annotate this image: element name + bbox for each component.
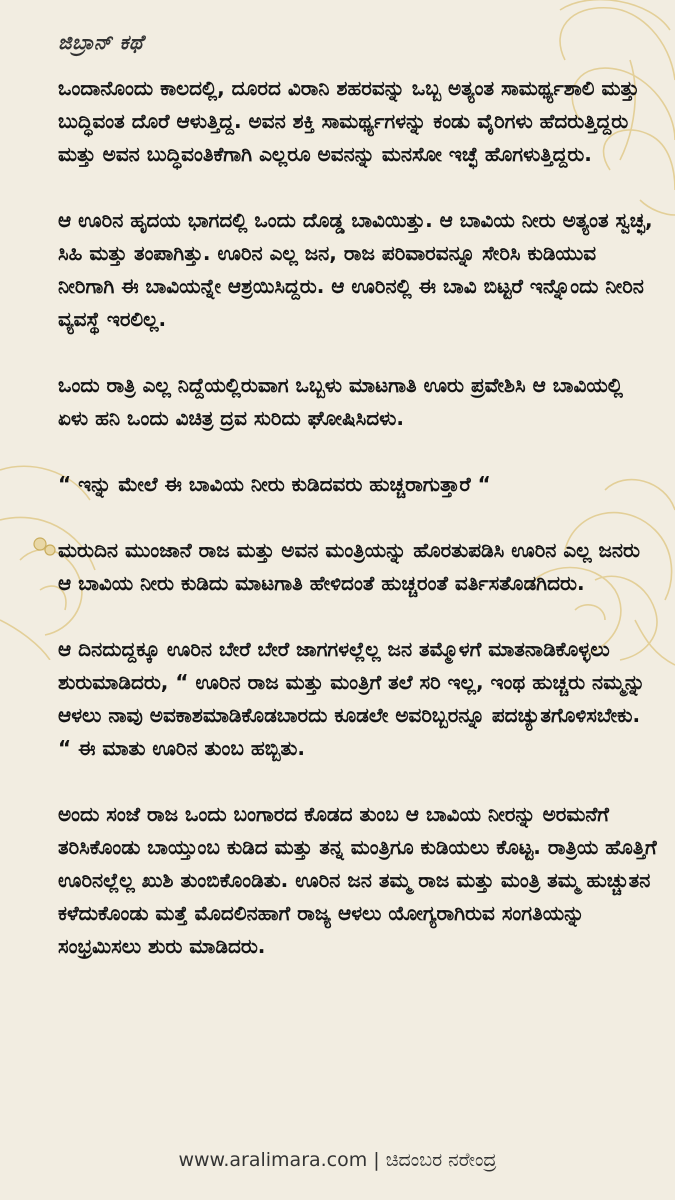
story-paragraph-1: ಒಂದಾನೊಂದು ಕಾಲದಲ್ಲಿ, ದೂರದ ವಿರಾನಿ ಶಹರವನ್ನು ಒಬ್ಬ ಅತ್ಯಂತ ಸಾಮರ್ಥ್ಯಶಾಲಿ ಮತ್ತು ಬುದ್ಧಿವಂತ ದೊರೆ ಆಳುತ್ತಿದ್ದ. ಅವನ ಶಕ್ತಿ ಸಾಮರ್ಥ್ಯಗಳನ್ನು ಕಂಡು ವೈರಿಗಳು ಹೆದರುತ್ತಿದ್ದರು ಮತ್ತು ಅವನ ಬುದ್ಧಿವಂತಿಕೆಗಾಗಿ ಎಲ್ಲರೂ ಅವನನ್ನು ಮನಸೋ ಇಚ್ಛೆ ಹೊಗಳುತ್ತಿದ್ದರು. [58, 76, 640, 166]
story-paragraph-2: ಆ ಊರಿನ ಹೃದಯ ಭಾಗದಲ್ಲಿ ಒಂದು ದೊಡ್ಡ ಬಾವಿಯಿತ್ತು. ಆ ಬಾವಿಯ ನೀರು ಅತ್ಯಂತ ಸ್ವಚ್ಛ, ಸಿಹಿ ಮತ್ತು ತಂಪಾಗಿತ್ತು. ಊರಿನ ಎಲ್ಲ ಜನ, ರಾಜ ಪರಿವಾರವನ್ನೂ ಸೇರಿಸಿ ಕುಡಿಯುವ ನೀರಿಗಾಗಿ ಈ ಬಾವಿಯನ್ನೇ ಆಶ್ರಯಿಸಿದ್ದರು. ಆ ಊರಿನಲ್ಲಿ ಈ ಬಾವಿ ಬಿಟ್ಟರೆ ಇನ್ನೊಂದು ನೀರಿನ ವ್ಯವಸ್ಥೆ ಇರಲಿಲ್ಲ. [58, 208, 653, 331]
story-paragraph-7: ಅಂದು ಸಂಜೆ ರಾಜ ಒಂದು ಬಂಗಾರದ ಕೊಡದ ತುಂಬ ಆ ಬಾವಿಯ ನೀರನ್ನು ಅರಮನೆಗೆ ತರಿಸಿಕೊಂಡು ಬಾಯ್ತುಂಬ ಕುಡಿದ ಮತ್ತು ತನ್ನ ಮಂತ್ರಿಗೂ ಕುಡಿಯಲು ಕೊಟ್ಟ. ರಾತ್ರಿಯ ಹೊತ್ತಿಗೆ ಊರಿನಲ್ಲೆಲ್ಲ ಖುಶಿ ತುಂಬಿಕೊಂಡಿತು. ಊರಿನ ಜನ ತಮ್ಮ ರಾಜ ಮತ್ತು ಮಂತ್ರಿ ತಮ್ಮ ಹುಚ್ಚುತನ ಕಳೆದುಕೊಂಡು ಮತ್ತೆ ಮೊದಲಿನಹಾಗೆ ರಾಜ್ಯ ಆಳಲು ಯೋಗ್ಯರಾಗಿರುವ ಸಂಗತಿಯನ್ನು ಸಂಭ್ರಮಿಸಲು ಶುರು ಮಾಡಿದರು. [58, 802, 657, 958]
story-title: ಜಿಬ್ರಾನ್ ಕಥೆ [58, 30, 144, 54]
story-paragraph-3: ಒಂದು ರಾತ್ರಿ ಎಲ್ಲ ನಿದ್ದೆಯಲ್ಲಿರುವಾಗ ಒಬ್ಬಳು ಮಾಟಗಾತಿ ಊರು ಪ್ರವೇಶಿಸಿ ಆ ಬಾವಿಯಲ್ಲಿ ಏಳು ಹನಿ ಒಂದು ವಿಚಿತ್ರ ದ್ರವ ಸುರಿದು ಘೋಷಿಸಿದಳು. [58, 373, 623, 430]
story-paragraph-5: ಮರುದಿನ ಮುಂಜಾನೆ ರಾಜ ಮತ್ತು ಅವನ ಮಂತ್ರಿಯನ್ನು ಹೊರತುಪಡಿಸಿ ಊರಿನ ಎಲ್ಲ ಜನರು ಆ ಬಾವಿಯ ನೀರು ಕುಡಿದು ಮಾಟಗಾತಿ ಹೇಳಿದಂತೆ ಹುಚ್ಚರಂತೆ ವರ್ತಿಸತೊಡಗಿದರು. [58, 538, 640, 595]
story-content [58, 30, 658, 996]
witch-quote: “ ಇನ್ನು ಮೇಲೆ ಈ ಬಾವಿಯ ನೀರು ಕುಡಿದವರು ಹುಚ್ಚರಾಗುತ್ತಾರೆ “ [58, 472, 491, 496]
story-paragraph-6: ಆ ದಿನದುದ್ದಕ್ಕೂ ಊರಿನ ಬೇರೆ ಬೇರೆ ಜಾಗಗಳಲ್ಲೆಲ್ಲ ಜನ ತಮ್ಮೊಳಗೆ ಮಾತನಾಡಿಕೊಳ್ಳಲು ಶುರುಮಾಡಿದರು, “ ಊರಿನ ರಾಜ ಮತ್ತು ಮಂತ್ರಿಗೆ ತಲೆ ಸರಿ ಇಲ್ಲ, ಇಂಥ ಹುಚ್ಚರು ನಮ್ಮನ್ನು ಆಳಲು ನಾವು ಅವಕಾಶಮಾಡಿಕೊಡಬಾರದು ಕೂಡಲೇ ಅವರಿಬ್ಬರನ್ನೂ ಪದಚ್ಯುತಗೊಳಿಸಬೇಕು. “ ಈ ಮಾತು ಊರಿನ ತುಂಬ ಹಬ್ಬಿತು. [58, 637, 646, 760]
footer-credit: www.aralimara.com | ಚಿದಂಬರ ನರೇಂದ್ರ [178, 1149, 497, 1171]
